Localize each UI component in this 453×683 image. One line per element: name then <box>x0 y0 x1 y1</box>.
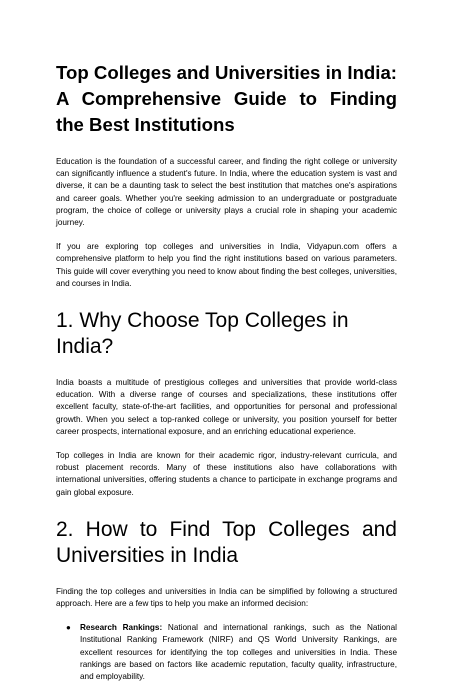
intro-paragraph-1: Education is the foundation of a successful career, and finding the right college or university can significantly influence a student's future. In India, where the education system is vast and diverse, it can be a daunting task to select the best institution that matches one's aspirations and career goals. Whether you're seeking admission to an undergraduate or postgraduate program, the choice of college or university plays a crucial role in shaping your academic journey. <box>56 157 397 228</box>
tips-list <box>56 622 397 683</box>
section-2-heading: 2. How to Find Top Colleges and Universities in India <box>56 517 397 567</box>
list-item <box>66 622 397 683</box>
section-1-heading: 1. Why Choose Top Colleges in India? <box>56 309 349 359</box>
list-item-label: Research Rankings: <box>80 623 163 633</box>
bullet-icon: ● <box>66 623 71 633</box>
section-1-paragraph-1: India boasts a multitude of prestigious colleges and universities that provide world-class education. With a diverse range of courses and specializations, these institutions offer excellent faculty, state-of-the-art facilities, and opportunities for personal and professional growth. When you select a top-ranked college or university, you position yourself for better career prospects, international exposure, and an enriching educational experience. <box>56 378 397 436</box>
intro-paragraph-2: If you are exploring top colleges and universities in India, Vidyapun.com offers a comprehensive platform to help you find the right institutions based on various parameters. This guide will cover everything you need to know about finding the best colleges, universities, and courses in India. <box>56 242 397 288</box>
section-2-paragraph: Finding the top colleges and universities in India can be simplified by following a structured approach. Here are a few tips to help you make an informed decision: <box>56 586 397 609</box>
list-item-text: National and international rankings, such as the National Institutional Ranking Framework (NIRF) and QS World University Rankings, are excellent resources for identifying the top colleges and universities in India. These rankings are based on factors like academic reputation, faculty quality, infrastructure, and employability. <box>80 623 397 682</box>
section-1-paragraph-2: Top colleges in India are known for their academic rigor, industry-relevant curricula, and robust placement records. Many of these institutions also have collaborations with international universities, offering students a chance to participate in exchange programs and gain global exposure. <box>56 451 397 497</box>
document-title: Top Colleges and Universities in India: A Comprehensive Guide to Finding the Best Institutions <box>56 62 397 135</box>
